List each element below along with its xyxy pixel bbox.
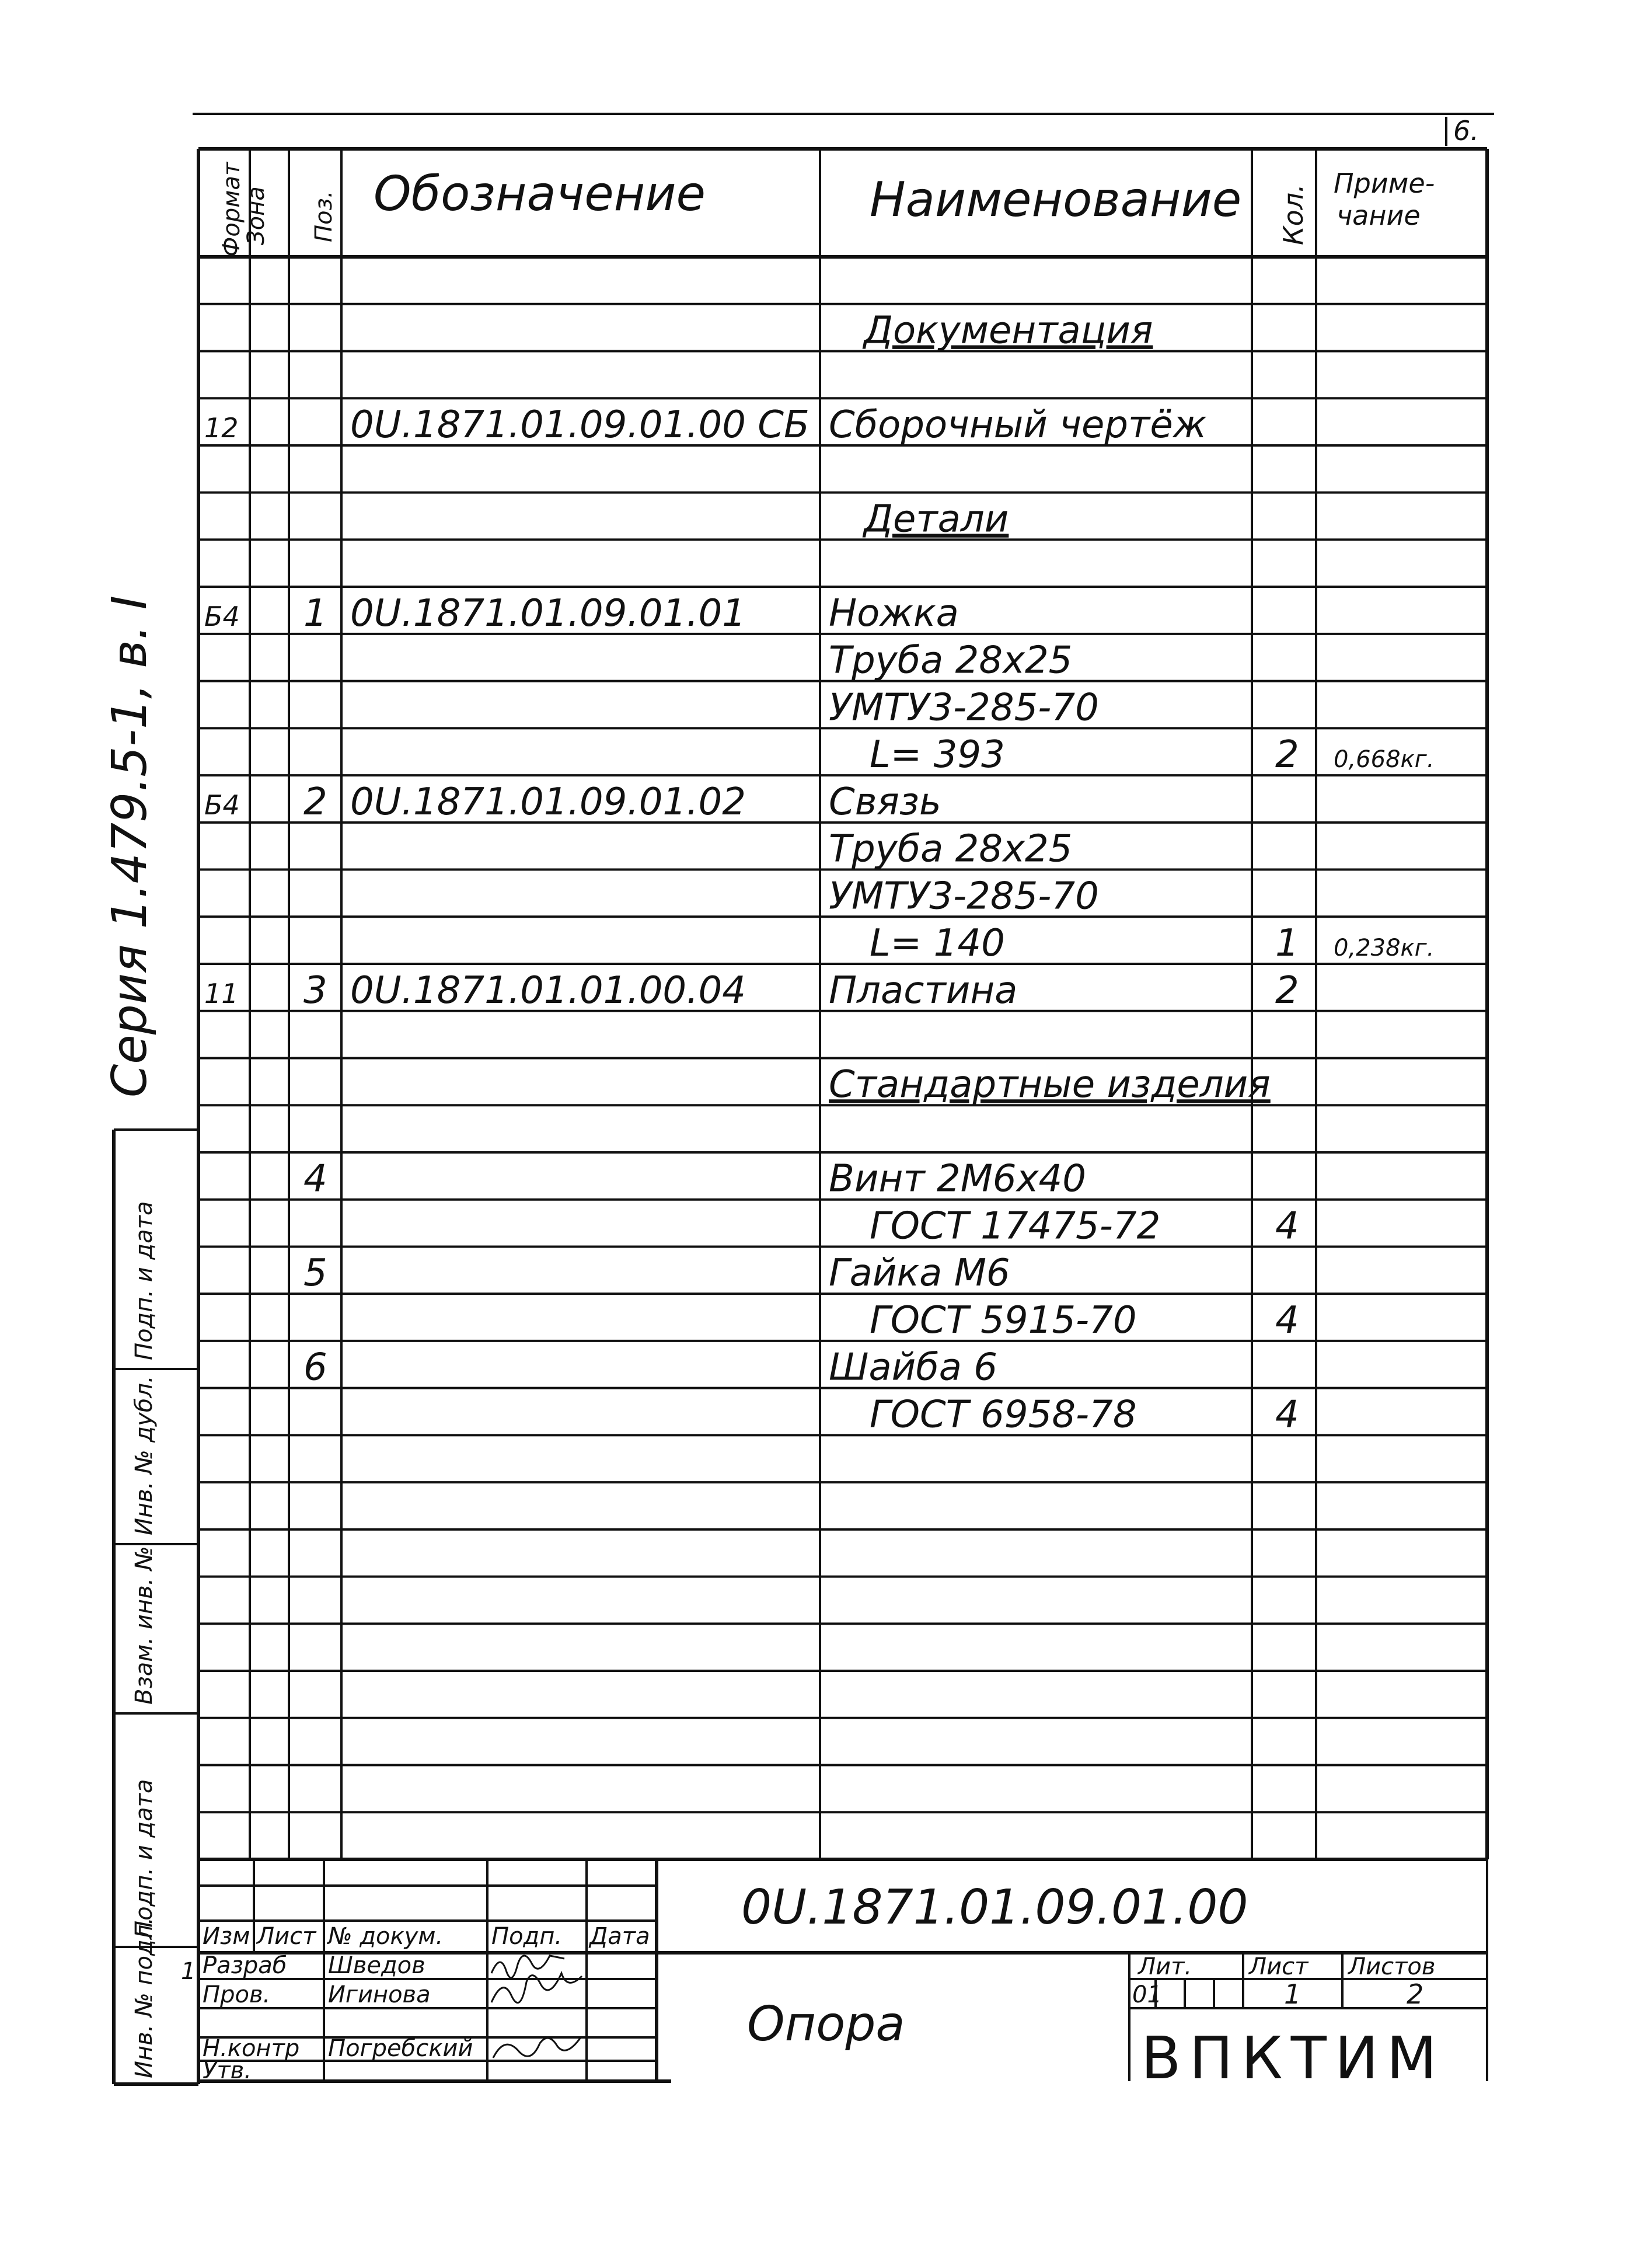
row-14-qty: 1 bbox=[1275, 922, 1299, 966]
sheet-number: 6. bbox=[1453, 115, 1479, 147]
header-qty: Кол. bbox=[1278, 184, 1309, 245]
header-zone: Зона bbox=[243, 186, 270, 245]
row-15-qty: 2 bbox=[1275, 968, 1299, 1012]
row-11-name: Связь bbox=[829, 780, 941, 824]
tb-col-list: Лист bbox=[257, 1923, 316, 1950]
row-3-format: 12 bbox=[204, 412, 239, 444]
header-designation: Обозначение bbox=[374, 166, 706, 222]
row-23-pos: 6 bbox=[303, 1346, 327, 1389]
lit-value: 01 bbox=[1132, 1981, 1162, 2008]
row-22-qty: 4 bbox=[1275, 1298, 1299, 1342]
row-7-name: Ножка bbox=[829, 591, 959, 635]
header-note-line2: чание bbox=[1337, 200, 1421, 231]
row-3-designation: 0U.1871.01.09.01.00 СБ bbox=[350, 403, 809, 447]
row-10-name: L= 393 bbox=[870, 733, 1005, 777]
row-21-pos: 5 bbox=[303, 1252, 327, 1295]
row-9-name: УМТУ3-285-70 bbox=[829, 686, 1099, 730]
row-15-designation: 0U.1871.01.01.00.04 bbox=[350, 968, 746, 1012]
sheets-value: 2 bbox=[1407, 1978, 1424, 2010]
document-title: Опора bbox=[747, 1997, 905, 2052]
row-17-name: Стандартные изделия bbox=[829, 1063, 1271, 1107]
row-20-name: ГОСТ 17475-72 bbox=[870, 1204, 1161, 1248]
row-3-name: Сборочный чертёж bbox=[829, 403, 1207, 447]
tb-role-nkontr: Н.контр bbox=[203, 2035, 300, 2062]
tb-name-nkontr: Погребский bbox=[328, 2035, 473, 2062]
row-7-designation: 0U.1871.01.09.01.01 bbox=[350, 591, 746, 635]
row-22-name: ГОСТ 5915-70 bbox=[870, 1298, 1137, 1342]
stamp-inv-dubl: Инв. № дубл. bbox=[131, 1375, 158, 1535]
tb-role-utv: Утв. bbox=[203, 2057, 252, 2084]
series-label: Серия 1.479.5-1, в. I bbox=[102, 595, 158, 1098]
row-10-qty: 2 bbox=[1275, 733, 1299, 777]
lit-label: Лит. bbox=[1138, 1953, 1192, 1980]
row-24-qty: 4 bbox=[1275, 1393, 1299, 1437]
row-12-name: Труба 28х25 bbox=[829, 827, 1073, 871]
tb-col-date: Дата bbox=[589, 1923, 650, 1950]
tb-name-prov: Игинова bbox=[328, 1981, 431, 2008]
sheet-label: Лист bbox=[1249, 1953, 1309, 1980]
row-24-name: ГОСТ 6958-78 bbox=[870, 1393, 1137, 1437]
side-stamp-column bbox=[114, 1130, 198, 2084]
row-19-pos: 4 bbox=[303, 1157, 327, 1201]
tb-role-razrab: Разраб bbox=[203, 1952, 287, 1979]
tb-name-razrab: Шведов bbox=[328, 1952, 425, 1979]
row-7-format: Б4 bbox=[204, 600, 240, 632]
tb-inv-value: 1 bbox=[181, 1958, 196, 1985]
row-8-name: Труба 28х25 bbox=[829, 639, 1073, 682]
title-block bbox=[181, 1859, 1487, 2092]
row-11-designation: 0U.1871.01.09.01.02 bbox=[350, 780, 746, 824]
row-13-name: УМТУ3-285-70 bbox=[829, 875, 1099, 918]
row-15-pos: 3 bbox=[303, 968, 327, 1012]
header-name: Наименование bbox=[870, 172, 1242, 228]
organization-stamp: ВПКТИМ bbox=[1141, 2024, 1445, 2092]
row-10-note: 0,668кг. bbox=[1334, 746, 1435, 774]
tb-col-doc: № докум. bbox=[328, 1923, 444, 1950]
stamp-sign-date-1: Подп. и дата bbox=[131, 1201, 158, 1360]
row-14-name: L= 140 bbox=[870, 922, 1005, 966]
row-23-name: Шайба 6 bbox=[829, 1346, 997, 1389]
stamp-inv-podl: Инв. № подл. bbox=[131, 1917, 158, 2078]
header-pos: Поз. bbox=[310, 190, 337, 242]
row-7-pos: 1 bbox=[303, 591, 327, 635]
tb-col-sign: Подп. bbox=[491, 1923, 563, 1950]
signature-razrab bbox=[491, 1956, 564, 1978]
row-14-note: 0,238кг. bbox=[1334, 935, 1435, 962]
document-code: 0U.1871.01.09.01.00 bbox=[741, 1880, 1248, 1935]
stamp-vzam-inv: Взам. инв. № bbox=[131, 1546, 158, 1705]
header-note-line1: Приме- bbox=[1334, 168, 1435, 199]
signature-nkontr bbox=[493, 2037, 581, 2058]
header-format: Формат bbox=[218, 162, 245, 257]
row-19-name: Винт 2М6х40 bbox=[829, 1157, 1086, 1201]
row-11-pos: 2 bbox=[303, 780, 327, 824]
row-5-name: Детали bbox=[864, 497, 1009, 541]
tb-col-izm: Изм bbox=[203, 1923, 250, 1950]
tb-role-prov: Пров. bbox=[203, 1981, 271, 2008]
row-11-format: Б4 bbox=[204, 789, 240, 821]
row-21-name: Гайка М6 bbox=[829, 1252, 1010, 1295]
row-15-name: Пластина bbox=[829, 968, 1018, 1012]
row-20-qty: 4 bbox=[1275, 1204, 1299, 1248]
row-1-name: Документация bbox=[864, 309, 1153, 353]
sheet-value: 1 bbox=[1284, 1978, 1302, 2010]
signature-prov bbox=[491, 1973, 582, 2003]
row-15-format: 11 bbox=[204, 977, 239, 1009]
sheets-label: Листов bbox=[1348, 1953, 1436, 1980]
stamp-sign-date-2: Подп. и дата bbox=[131, 1779, 158, 1938]
